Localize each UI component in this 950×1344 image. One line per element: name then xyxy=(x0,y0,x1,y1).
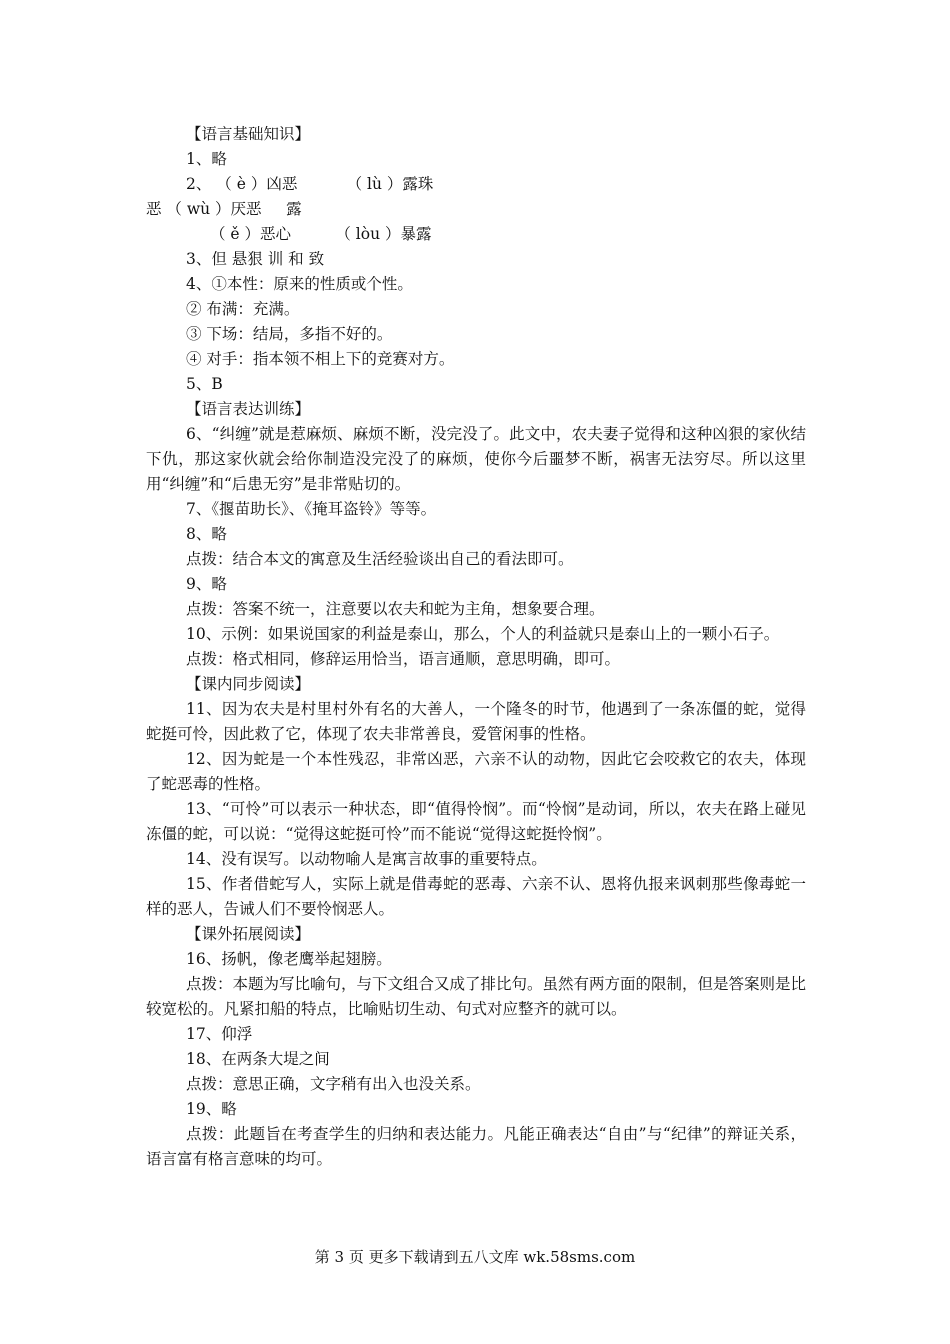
answer-line: 2、 （ è ）凶恶 （ lù ）露珠 xyxy=(186,175,434,193)
section-heading-extended-reading: 【课外拓展阅读】 xyxy=(186,925,311,943)
answer-paragraph: 6、“纠缠”就是惹麻烦、麻烦不断，没完没了。此文中，农夫妻子觉得和这种凶狠的家伙结下仇，那这家伙就会给你制造没完没了的麻烦，使你今后噩梦不断，祸害无法穷尽。所以这里用“纠缠”和“后患无穷”是非常贴切的。 xyxy=(146,425,806,493)
answer-line: 19、略 xyxy=(186,1100,237,1118)
answer-paragraph: 10、示例：如果说国家的利益是泰山，那么，个人的利益就只是泰山上的一颗小石子。 xyxy=(186,625,780,643)
hint-line: 点拨：格式相同，修辞运用恰当，语言通顺，意思明确，即可。 xyxy=(186,650,621,668)
section-heading-in-class-reading: 【课内同步阅读】 xyxy=(186,675,311,693)
answer-line: 3、但 悬狠 训 和 致 xyxy=(186,250,325,268)
answer-line: ④ 对手：指本领不相上下的竞赛对方。 xyxy=(186,350,455,368)
answer-line: ② 布满：充满。 xyxy=(186,300,300,318)
answer-line: 9、略 xyxy=(186,575,227,593)
answer-line: 16、扬帆，像老鹰举起翅膀。 xyxy=(186,950,392,968)
answer-line: 1、略 xyxy=(186,150,227,168)
answer-line: 恶 （ wù ）厌恶 露 xyxy=(146,200,302,218)
answer-line: ③ 下场：结局，多指不好的。 xyxy=(186,325,393,343)
answer-line: 8、略 xyxy=(186,525,227,543)
answer-line: （ ě ）恶心 （ lòu ）暴露 xyxy=(210,225,432,243)
answer-line: 18、在两条大堤之间 xyxy=(186,1050,330,1068)
answer-paragraph: 13、“可怜”可以表示一种状态，即“值得怜悯”。而“怜悯”是动词，所以，农夫在路上碰见冻僵的蛇，可以说：“觉得这蛇挺可怜”而不能说“觉得这蛇挺怜悯”。 xyxy=(146,800,806,843)
answer-line: 4、①本性：原来的性质或个性。 xyxy=(186,275,413,293)
hint-line: 点拨：答案不统一，注意要以农夫和蛇为主角，想象要合理。 xyxy=(186,600,605,618)
answer-paragraph: 15、作者借蛇写人，实际上就是借毒蛇的恶毒、六亲不认、恩将仇报来讽刺那些像毒蛇一样的恶人，告诫人们不要怜悯恶人。 xyxy=(146,875,806,918)
answer-paragraph: 12、因为蛇是一个本性残忍，非常凶恶，六亲不认的动物，因此它会咬救它的农夫，体现了蛇恶毒的性格。 xyxy=(146,750,806,793)
answer-line: 17、仰浮 xyxy=(186,1025,253,1043)
section-heading-language-basics: 【语言基础知识】 xyxy=(186,125,311,143)
answer-paragraph: 11、因为农夫是村里村外有名的大善人，一个隆冬的时节，他遇到了一条冻僵的蛇，觉得蛇挺可怜，因此救了它，体现了农夫非常善良，爱管闲事的性格。 xyxy=(146,700,806,743)
hint-paragraph: 点拨：本题为写比喻句，与下文组合又成了排比句。虽然有两方面的限制，但是答案则是比较宽松的。凡紧扣船的特点，比喻贴切生动、句式对应整齐的就可以。 xyxy=(146,975,807,1018)
page-footer: 第 3 页 更多下载请到五八文库 wk.58sms.com xyxy=(314,1248,636,1266)
answer-key-content xyxy=(146,122,806,1172)
hint-line: 点拨：结合本文的寓意及生活经验谈出自己的看法即可。 xyxy=(186,550,574,568)
answer-line: 7、《揠苗助长》、《掩耳盗铃》等等。 xyxy=(186,500,437,518)
section-heading-language-expression: 【语言表达训练】 xyxy=(186,400,311,418)
answer-line: 5、B xyxy=(186,375,223,393)
answer-line: 14、没有误写。以动物喻人是寓言故事的重要特点。 xyxy=(186,850,547,868)
hint-paragraph: 点拨：此题旨在考查学生的归纳和表达能力。凡能正确表达“自由”与“纪律”的辩证关系，语言富有格言意味的均可。 xyxy=(146,1125,806,1168)
hint-line: 点拨：意思正确，文字稍有出入也没关系。 xyxy=(186,1075,481,1093)
